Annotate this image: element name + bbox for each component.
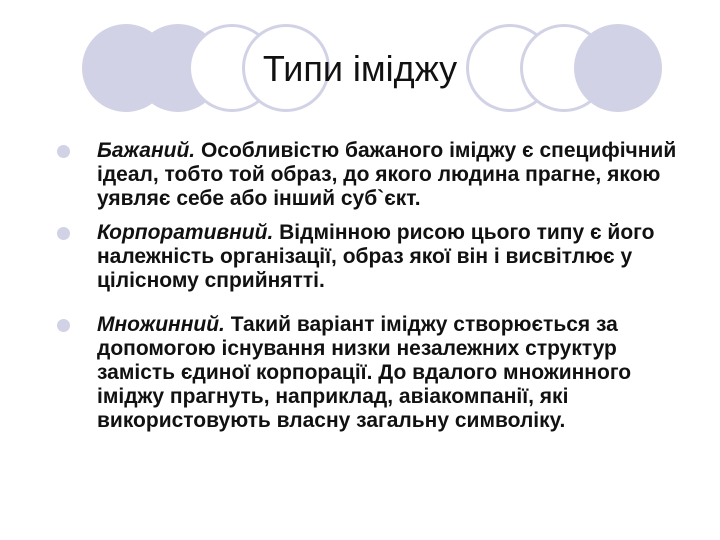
bullet-dot-icon (57, 227, 70, 240)
bullet-text: Такий варіант іміджу створюється за допомогою існування низки незалежних структур замість єдиної корпорації. До вдалого множинного іміджу прагнуть, наприклад, авіакомпанії, які використовують власну загальну символіку. (97, 313, 632, 432)
bullet-item (50, 139, 690, 211)
bullet-term: Бажаний. (97, 139, 196, 162)
bullet-dot-icon (57, 319, 70, 332)
bullet-text: Особливістю бажаного іміджу є специфічний ідеал, тобто той образ, до якого людина прагне, якою уявляє себе або інший суб`єкт. (97, 139, 677, 210)
slide-title: Типи іміджу (262, 48, 458, 89)
bullet-dot-icon (57, 145, 70, 158)
bullet-list (50, 139, 690, 433)
bullet-item (50, 313, 690, 433)
bullet-term: Корпоративний. (97, 221, 274, 244)
bullet-item (50, 221, 690, 293)
bullet-term: Множинний. (97, 313, 225, 336)
bullet-text: Відмінною рисою цього типу є його належність організації, образ якої він і висвітлює у цілісному сприйнятті. (97, 221, 655, 292)
